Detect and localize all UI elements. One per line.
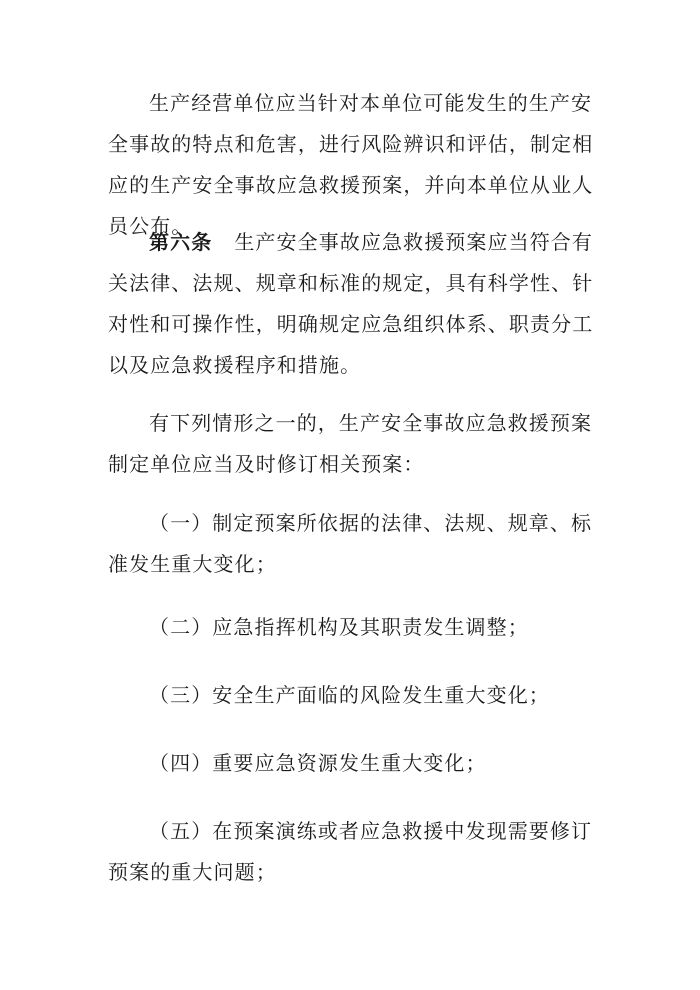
- paragraph-article-6: [108, 222, 608, 386]
- list-item-text: （四）重要应急资源发生重大变化；: [149, 751, 487, 775]
- list-item-5: [108, 811, 608, 893]
- paragraph-text: 生产经营单位应当针对本单位可能发生的生产安全事故的特点和危害，进行风险辨识和评估，制定相应的生产安全事故应急救援预案，并向本单位从业人员公布。: [108, 91, 594, 238]
- paragraph-text: 有下列情形之一的，生产安全事故应急救援预案制定单位应当及时修订相关预案：: [108, 411, 593, 476]
- article-text: 生产安全事故应急救援预案应当符合有关法律、法规、规章和标准的规定，具有科学性、针对性和可操作性，明确规定应急组织体系、职责分工以及应急救援程序和措施。: [108, 230, 594, 377]
- list-item-text: （一）制定预案所依据的法律、法规、规章、标准发生重大变化；: [108, 511, 593, 576]
- paragraph-revision-conditions: [108, 403, 608, 485]
- list-item-text: （二）应急指挥机构及其职责发生调整；: [149, 615, 529, 639]
- list-item-1: [108, 503, 608, 585]
- list-item-2: [108, 607, 608, 648]
- article-number: 第六条: [149, 230, 213, 254]
- list-item-text: （五）在预案演练或者应急救援中发现需要修订预案的重大问题；: [108, 819, 593, 884]
- list-item-4: [108, 743, 608, 784]
- list-item-text: （三）安全生产面临的风险发生重大变化；: [149, 683, 550, 707]
- list-item-3: [108, 675, 608, 716]
